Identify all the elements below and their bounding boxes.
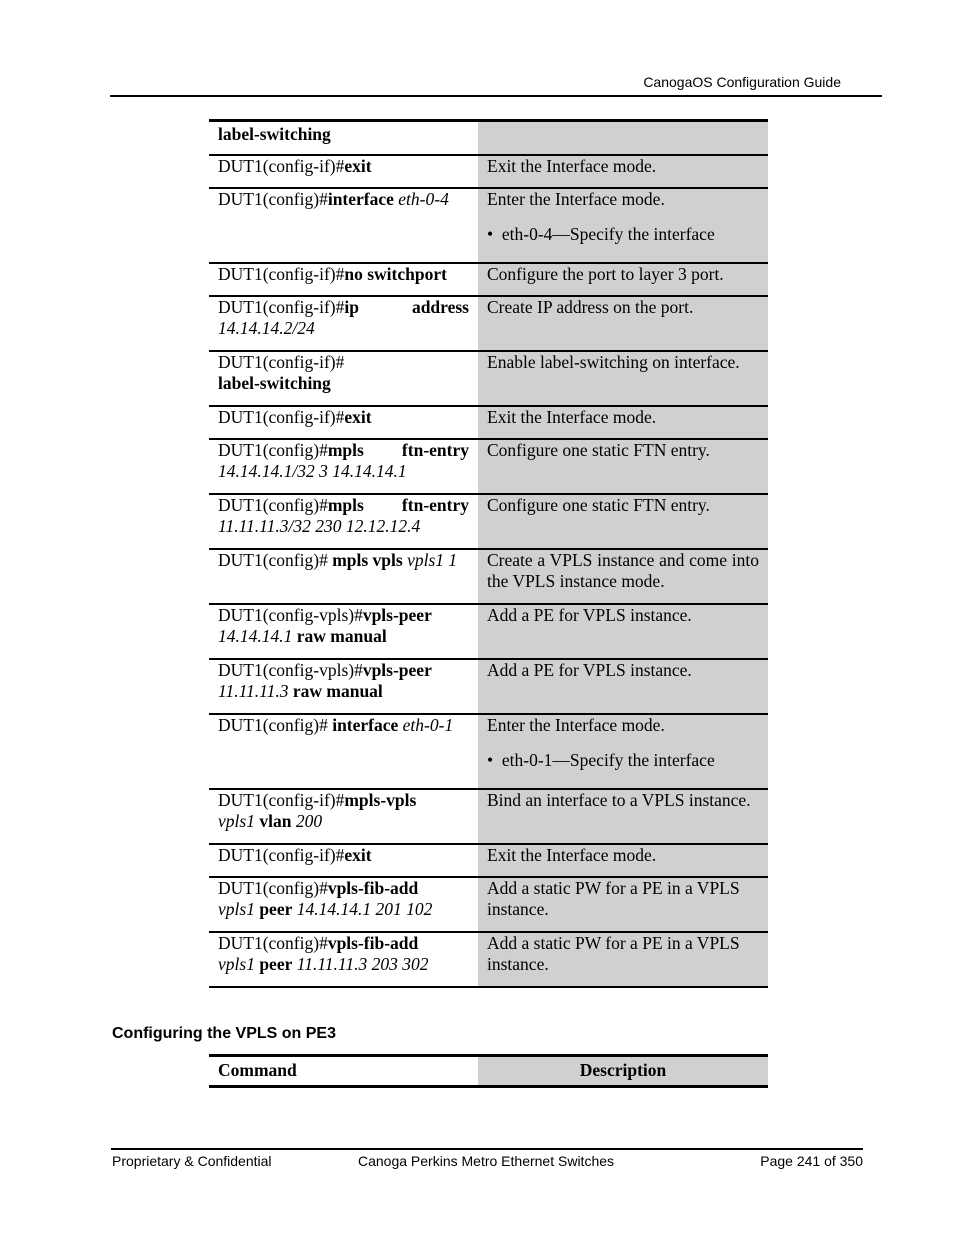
command-cell: label-switching [209, 121, 478, 155]
command-cell: DUT1(config)#mpls ftn-entry 11.11.11.3/32 230 12.12.12.4 [209, 494, 478, 549]
pe3-command-table [209, 1054, 768, 1088]
command-cell: DUT1(config)# interface eth-0-1 [209, 714, 478, 789]
table-row [209, 844, 768, 877]
table-header-row [209, 1056, 768, 1087]
command-cell: DUT1(config-if)#mpls-vpls vpls1 vlan 200 [209, 789, 478, 844]
table-row [209, 494, 768, 549]
command-cell: DUT1(config-if)#exit [209, 844, 478, 877]
command-cell: DUT1(config-if)#no switchport [209, 263, 478, 296]
header-rule [110, 95, 882, 97]
table-row [209, 789, 768, 844]
table-row [209, 932, 768, 987]
description-cell [478, 121, 768, 155]
command-cell: DUT1(config-if)#exit [209, 155, 478, 188]
table-row [209, 877, 768, 932]
command-cell: DUT1(config-if)#exit [209, 406, 478, 439]
command-cell: DUT1(config)# mpls vpls vpls1 1 [209, 549, 478, 604]
command-cell: DUT1(config-if)# label-switching [209, 351, 478, 406]
command-cell: DUT1(config)#mpls ftn-entry 14.14.14.1/32 3 14.14.14.1 [209, 439, 478, 494]
description-cell: Enable label-switching on interface. [478, 351, 768, 406]
table-row [209, 263, 768, 296]
footer-product: Canoga Perkins Metro Ethernet Switches [358, 1153, 615, 1169]
description-cell: Create a VPLS instance and come into the VPLS instance mode. [478, 549, 768, 604]
command-cell: DUT1(config)#vpls-fib-add vpls1 peer 14.14.14.1 201 102 [209, 877, 478, 932]
description-cell: Exit the Interface mode. [478, 406, 768, 439]
page-header-title: CanogaOS Configuration Guide [643, 74, 841, 90]
description-cell: Exit the Interface mode. [478, 155, 768, 188]
footer-rule [111, 1148, 863, 1150]
command-cell: DUT1(config)#interface eth-0-4 [209, 188, 478, 263]
table-row [209, 188, 768, 263]
table-row [209, 659, 768, 714]
footer-confidential: Proprietary & Confidential [112, 1153, 272, 1169]
description-cell: Bind an interface to a VPLS instance. [478, 789, 768, 844]
column-header-description: Description [478, 1056, 768, 1087]
table-row [209, 549, 768, 604]
table-row [209, 351, 768, 406]
table-row [209, 604, 768, 659]
table-row [209, 439, 768, 494]
bullet-item: • eth-0-1—Specify the interface [487, 750, 715, 770]
table-row [209, 121, 768, 155]
description-cell: Configure one static FTN entry. [478, 494, 768, 549]
column-header-command: Command [209, 1056, 478, 1087]
description-cell: Add a PE for VPLS instance. [478, 604, 768, 659]
command-cell: DUT1(config-vpls)#vpls-peer 11.11.11.3 raw manual [209, 659, 478, 714]
description-cell: Add a PE for VPLS instance. [478, 659, 768, 714]
description-cell: Add a static PW for a PE in a VPLS instance. [478, 932, 768, 987]
command-table [209, 119, 768, 988]
table-row [209, 296, 768, 351]
table-row [209, 714, 768, 789]
command-cell: DUT1(config-vpls)#vpls-peer 14.14.14.1 raw manual [209, 604, 478, 659]
description-cell: Enter the Interface mode. • eth-0-1—Specify the interface [478, 714, 768, 789]
section-heading: Configuring the VPLS on PE3 [112, 1025, 336, 1042]
description-cell: Enter the Interface mode. • eth-0-4—Specify the interface [478, 188, 768, 263]
footer-page-number: Page 241 of 350 [760, 1153, 863, 1169]
description-cell: Configure the port to layer 3 port. [478, 263, 768, 296]
description-cell: Create IP address on the port. [478, 296, 768, 351]
description-cell: Exit the Interface mode. [478, 844, 768, 877]
table-row [209, 155, 768, 188]
command-cell: DUT1(config-if)#ip address 14.14.14.2/24 [209, 296, 478, 351]
bullet-item: • eth-0-4—Specify the interface [487, 224, 715, 244]
command-cell: DUT1(config)#vpls-fib-add vpls1 peer 11.11.11.3 203 302 [209, 932, 478, 987]
table-row [209, 406, 768, 439]
description-cell: Add a static PW for a PE in a VPLS instance. [478, 877, 768, 932]
description-cell: Configure one static FTN entry. [478, 439, 768, 494]
